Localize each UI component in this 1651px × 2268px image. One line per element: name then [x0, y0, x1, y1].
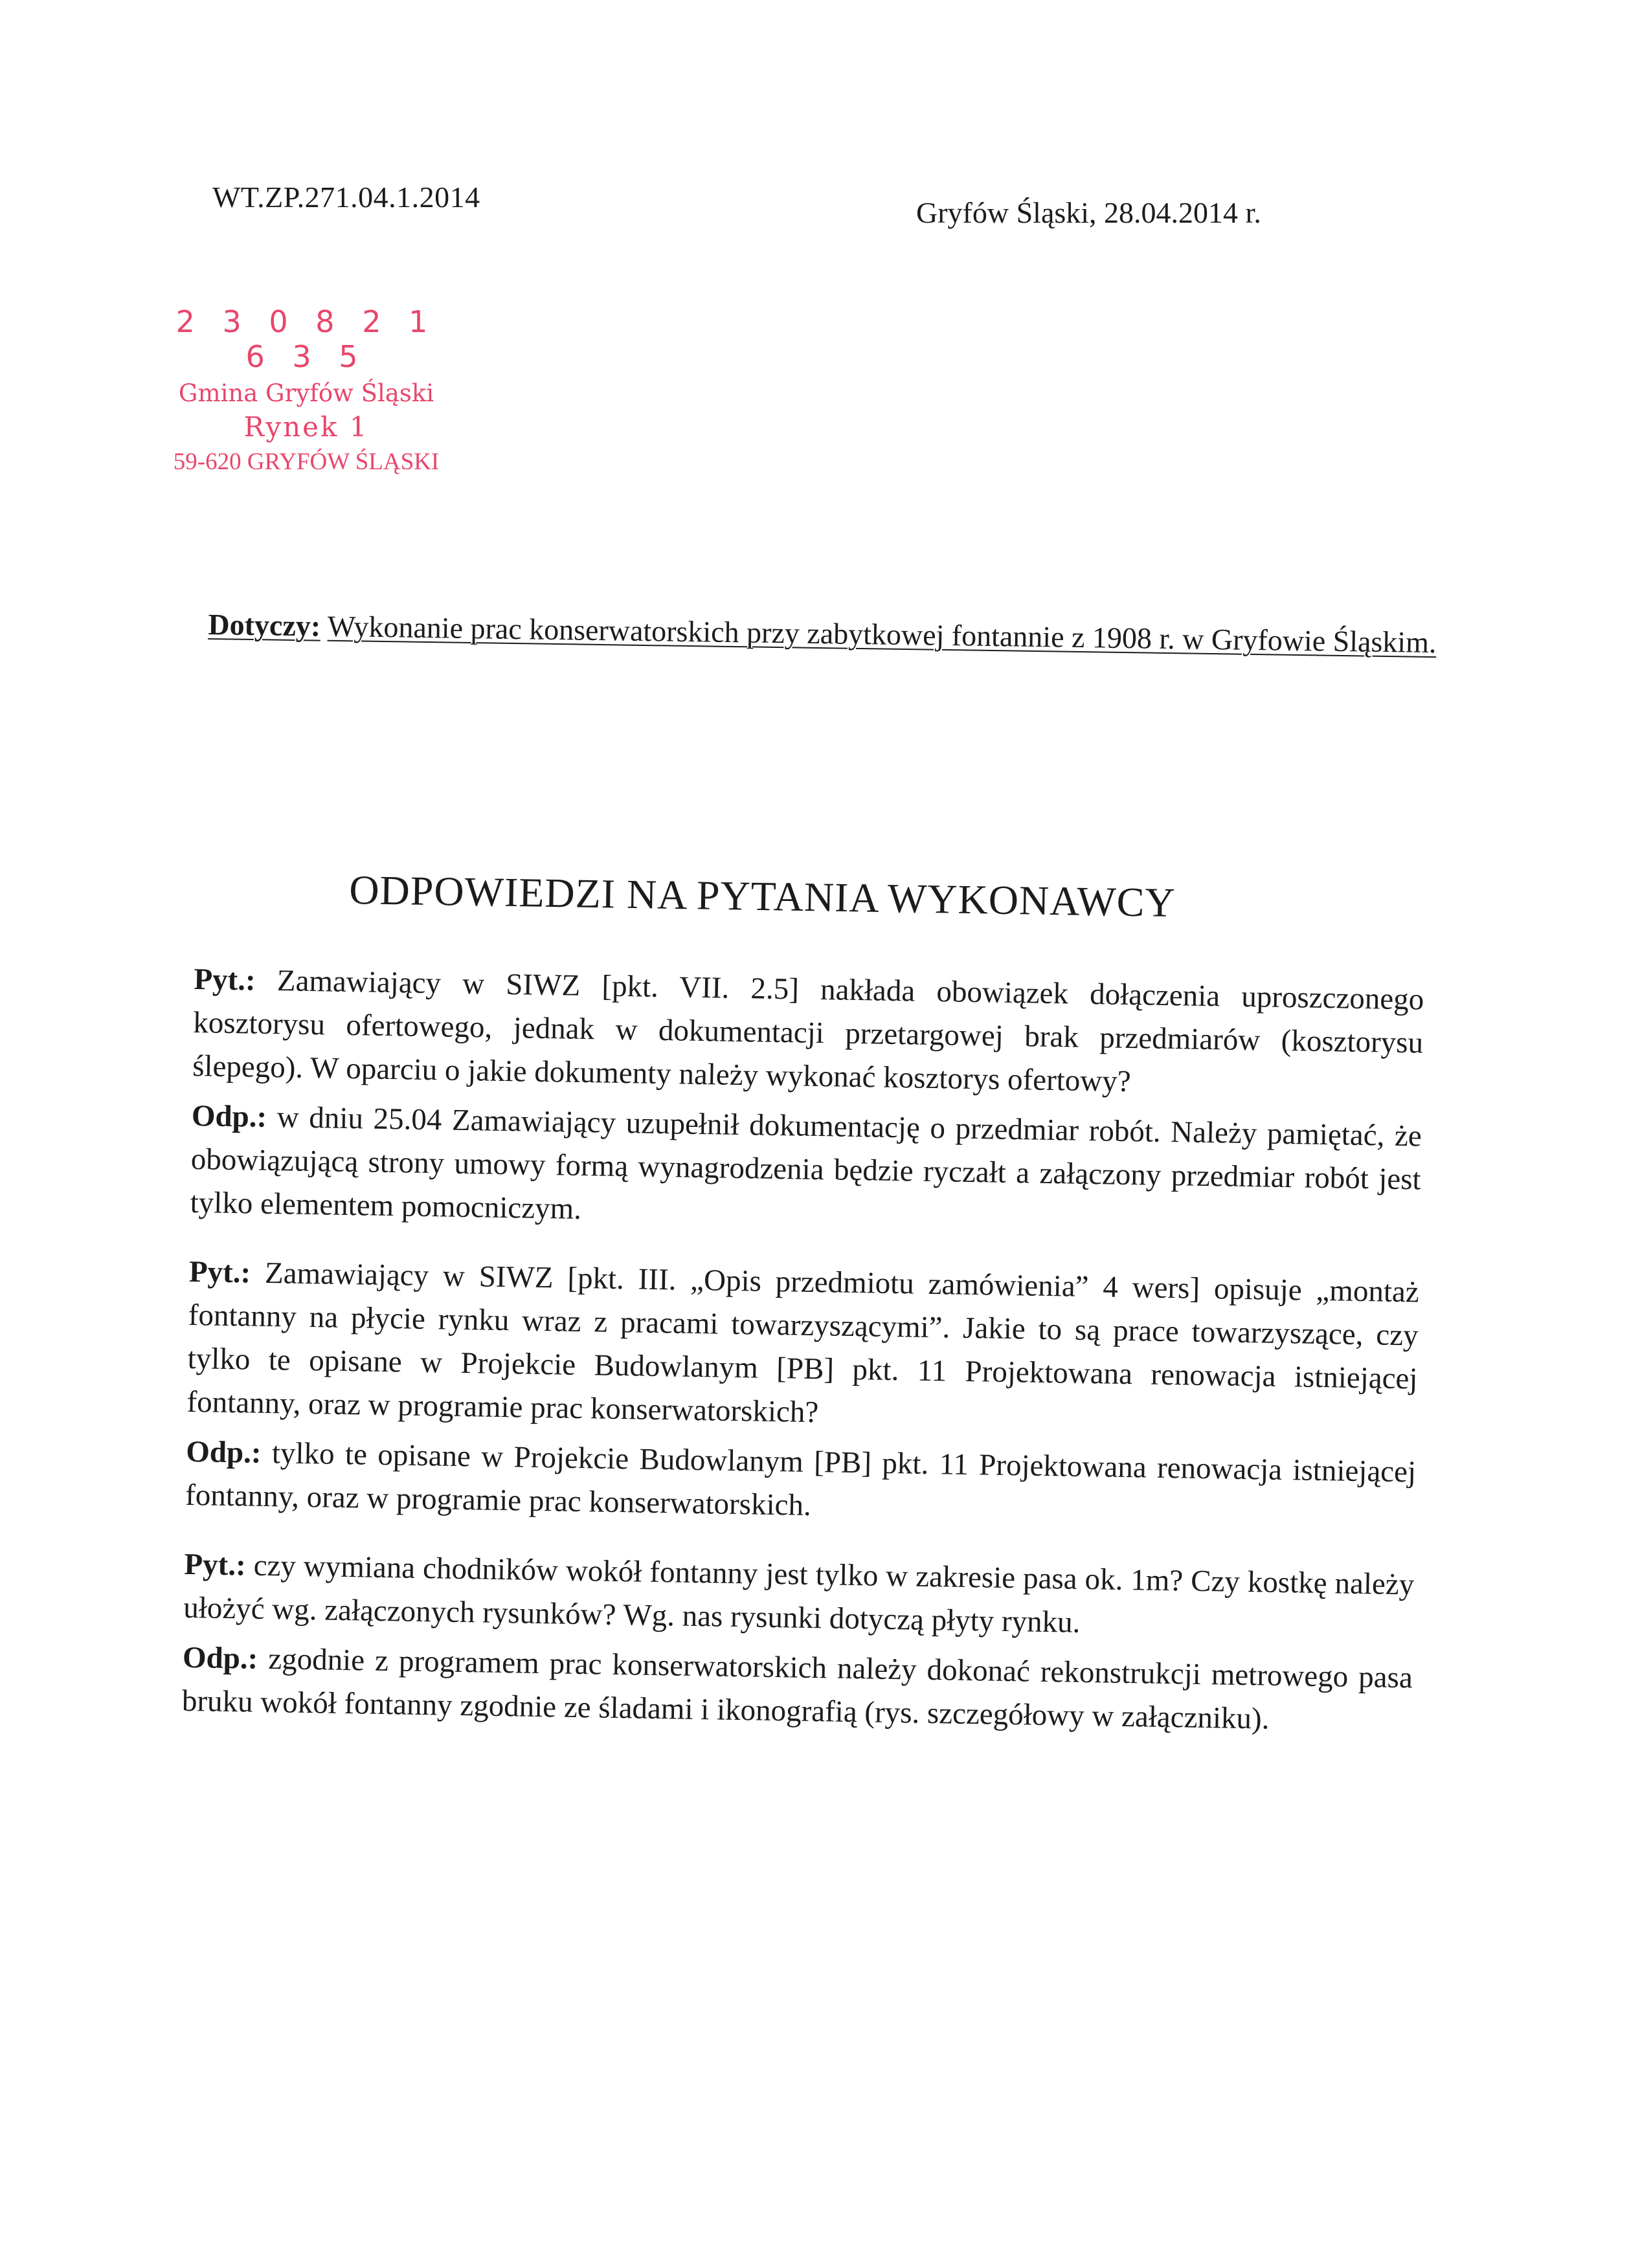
question-label: Pyt.: [194, 962, 256, 997]
answer-label: Odp.: [185, 1434, 262, 1470]
question-label: Pyt.: [184, 1547, 247, 1583]
question-text: Zamawiający w SIWZ [pkt. VII. 2.5] nakłada obowiązek dołączenia uproszczonego kosztorysu ofertowego, jednak w dokumentacji przetargowej brak przedmiarów (kosztorysu ślepego). W oparciu o jakie dokumenty należy wykonać kosztorys ofertowy? [192, 964, 1424, 1099]
page-title: ODPOWIEDZI NA PYTANIA WYKONAWCY [348, 866, 1176, 926]
place-and-date: Gryfów Śląski, 28.04.2014 r. [916, 196, 1261, 229]
qa-section [181, 958, 1424, 1743]
subject-line [208, 602, 1439, 665]
answer-1 [190, 1095, 1422, 1245]
office-stamp [154, 304, 458, 476]
question-1 [192, 958, 1424, 1108]
stamp-name: Gmina Gryfów Śląski [178, 379, 434, 407]
answer-label: Odp.: [182, 1640, 258, 1676]
question-text: czy wymiana chodników wokół fontanny jest tylko w zakresie pasa ok. 1m? Czy kostkę należy ułożyć wg. załączonych rysunków? Wg. nas rysunki dotyczą płyty rynku. [183, 1548, 1415, 1640]
answer-text: tylko te opisane w Projekcie Budowlanym [PB] pkt. 11 Projektowana renowacja istniejącej fontanny, oraz w programie prac konserwatorskich. [185, 1436, 1417, 1522]
reference-number: WT.ZP.271.04.1.2014 [212, 181, 480, 214]
question-text: Zamawiający w SIWZ [pkt. III. „Opis przedmiotu zamówienia” 4 wers] opisuje „montaż fontanny na płycie rynku wraz z pracami towarzyszącymi”. Jakie to są prace towarzyszące, czy tylko te opisane w Projekcie Budowlanym [PB] pkt. 11 Projektowana renowacja istniejącej fontanny, oraz w programie prac konserwatorskich? [186, 1256, 1420, 1430]
question-2 [186, 1251, 1419, 1444]
stamp-nip: 2 3 0 8 2 1 6 3 5 [175, 304, 437, 374]
subject-label: Dotyczy: [208, 607, 321, 643]
answer-text: zgodnie z programem prac konserwatorskich należy dokonać rekonstrukcji metrowego pasa bruku wokół fontanny zgodnie ze śladami i ikonografią (rys. szczegółowy w załączniku). [181, 1642, 1413, 1736]
answer-label: Odp.: [191, 1098, 267, 1134]
stamp-street: Rynek 1 [243, 411, 369, 443]
question-label: Pyt.: [188, 1254, 251, 1290]
answer-text: w dniu 25.04 Zamawiający uzupełnił dokumentację o przedmiar robót. Należy pamiętać, że obowiązującą strony umowy formą wynagrodzenia będzie ryczałt a załączony przedmiar robót jest tylko elementem pomocniczym. [190, 1100, 1422, 1226]
subject-text: Wykonanie prac konserwatorskich przy zabytkowej fontannie z 1908 r. w Gryfowie Śląskim. [327, 609, 1437, 660]
stamp-city: 59-620 GRYFÓW ŚLĄSKI [173, 449, 440, 475]
